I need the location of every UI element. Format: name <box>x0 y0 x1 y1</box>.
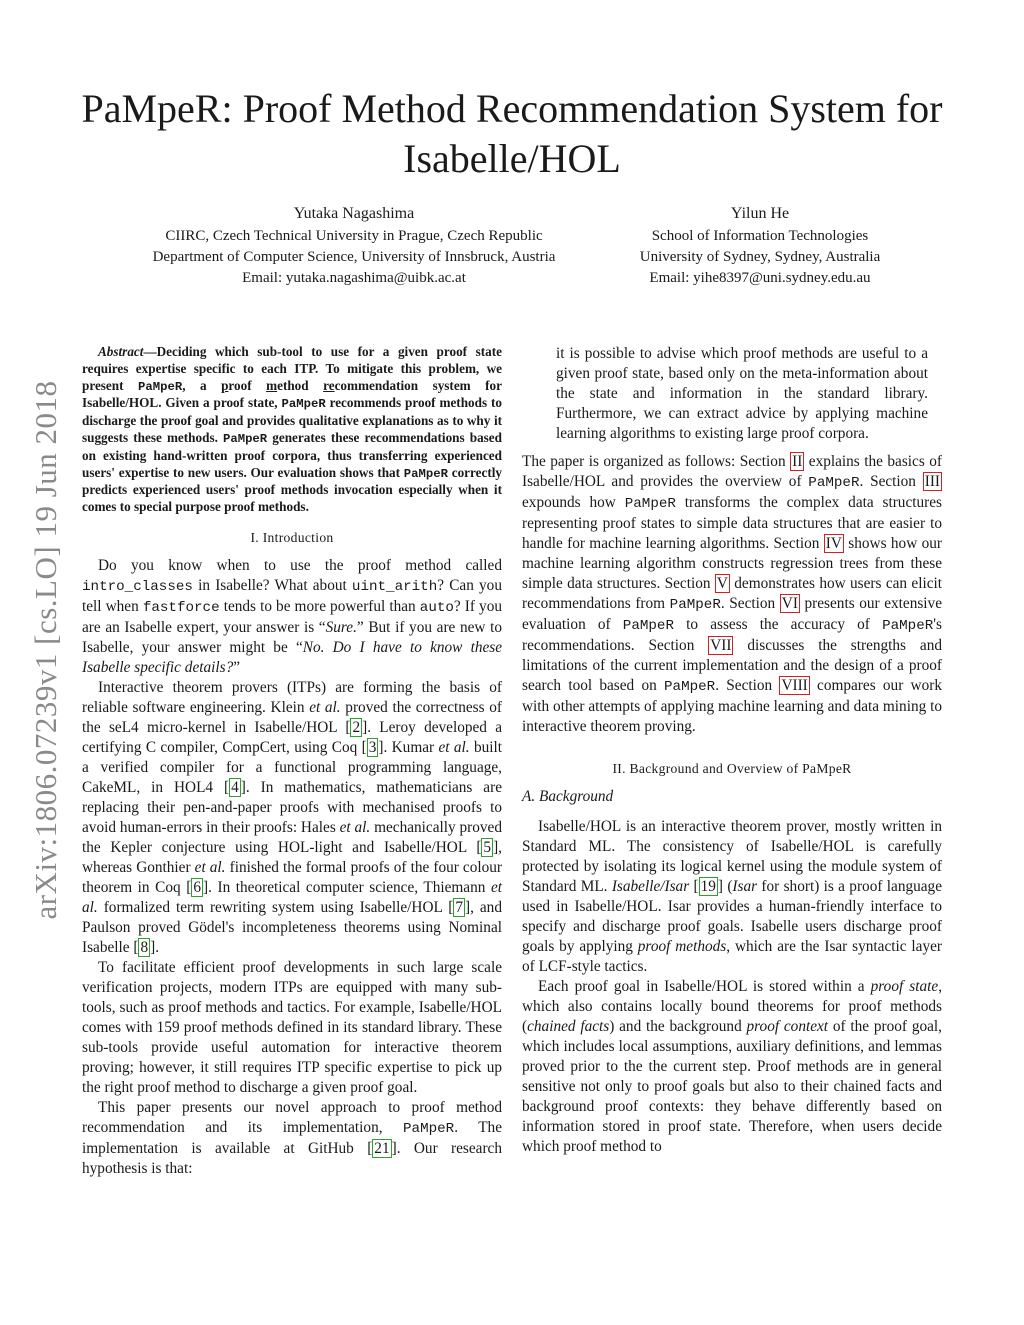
paper-title: PaMpeR: Proof Method Recommendation System for Isabelle/HOL <box>81 86 943 181</box>
author-name: Yilun He <box>730 205 790 222</box>
section-link[interactable]: VIII <box>781 677 808 694</box>
section-link[interactable]: VI <box>781 595 798 612</box>
author-affiliation: University of Sydney, Sydney, Australia <box>639 249 881 265</box>
hypothesis-quote: it is possible to advise which proof methods are useful to a given proof state, based only on the meta-information about the state and information in the standard library. Furthermore, we can extract advice by applying machine learning algorithms to existing large proof corpora. <box>556 345 928 442</box>
author-block-2 <box>600 202 920 289</box>
author-affiliation: School of Information Technologies <box>651 228 869 244</box>
author-email: Email: yutaka.nagashima@uibk.ac.at <box>242 270 466 286</box>
citation-link[interactable]: 8 <box>140 938 149 956</box>
citation-link[interactable]: 5 <box>483 838 492 856</box>
section-link[interactable]: IV <box>825 535 842 552</box>
section-heading-background: II. Background and Overview of PaMpeR <box>612 761 852 776</box>
citation-link[interactable]: 6 <box>193 878 201 896</box>
abstract: Abstract—Deciding which sub-tool to use for a given proof state requires expertise specific to each ITP. To mitigate this problem, we present PaMpeR, a proof method recommendation system for Isabelle/HOL. Given a proof state, PaMpeR recommends proof methods to discharge the proof goal and provides qualitative explanations as to why it suggests these methods. PaMpeR generates these recommendations based on existing hand-written proof corpora, thus transferring experienced users' expertise to new users. Our evaluation shows that PaMpeR correctly predicts experienced users' proof methods invocation especially when it comes to special purpose proof methods. <box>82 344 502 515</box>
citation-link[interactable]: 2 <box>352 718 361 736</box>
section-link[interactable]: III <box>924 473 941 490</box>
author-name: Yutaka Nagashima <box>293 205 415 222</box>
left-column <box>82 344 502 1179</box>
author-email: Email: yihe8397@uni.sydney.edu.au <box>649 270 871 286</box>
paragraph: The paper is organized as follows: Section II explains the basics of Isabelle/HOL and provides the overview of PaMpeR. Section III expounds how PaMpeR transforms the complex data structures representing proof states to simple data structures that are easier to handle for machine learning algorithms. Section IV shows how our machine learning algorithm constructs regression trees from these simple data structures. Section V demonstrates how users can elicit recommendations from PaMpeR. Section VI presents our extensive evaluation of PaMpeR to assess the accuracy of PaMpeR's recommendations. Section VII discusses the strengths and limitations of the current implementation and the design of a proof search tool based on PaMpeR. Section VIII compares our work with other attempts of applying machine learning and data mining to interactive theorem proving. <box>522 453 942 735</box>
citation-link[interactable]: 19 <box>700 878 716 895</box>
section-link[interactable]: V <box>716 575 728 592</box>
paragraph: To facilitate efficient proof developments in such large scale verification projects, modern ITPs are equipped with many sub-tools, such as proof methods and tactics. For example, Isabelle/HOL comes with 159 proof methods defined in its standard library. These sub-tools provide useful automation for interactive theorem proving; however, it still requires ITP specific expertise to pick up the right proof method to discharge a given proof goal. <box>82 958 502 1096</box>
citation-link[interactable]: 7 <box>455 898 463 916</box>
abstract-label: Abstract <box>98 344 144 359</box>
paragraph: This paper presents our novel approach to proof method recommendation and its implementation, PaMpeR. The implementation is available at GitHub [ 21 ]. Our research hypothesis is that: <box>82 1098 502 1177</box>
paragraph: Each proof goal in Isabelle/HOL is stored within a proof state, which also contains locally bound theorems for proof methods (chained facts) and the background proof context of the proof goal, which includes local assumptions, auxiliary definitions, and lemmas proved prior to the the current step. Proof methods are in general sensitive not only to proof goals but also to their chained facts and background proof contexts: they behave differently based on information stored in proof state. Therefore, when users decide which proof method to <box>522 978 943 1155</box>
right-column <box>522 344 942 1157</box>
author-block-1 <box>100 202 608 289</box>
section-heading-introduction: I. Introduction <box>250 529 334 545</box>
citation-link[interactable]: 3 <box>368 738 377 756</box>
subsection-heading: A. Background <box>522 788 614 805</box>
paragraph: Isabelle/HOL is an interactive theorem prover, mostly written in Standard ML. The consistency of Isabelle/HOL is carefully protected by isolating its logical kernel using the module system of Standard ML. Isabelle/Isar [ 19 ] (Isar for short) is a proof language used in Isabelle/HOL. Isar provides a human-friendly interface to specify and discharge proof goals. Isabelle users discharge proof goals by applying proof methods, which are the Isar syntactic layer of LCF-style tactics. <box>522 818 942 975</box>
paragraph: Interactive theorem provers (ITPs) are forming the basis of reliable software engineering. Klein et al. proved the correctness of the seL4 micro-kernel in Isabelle/HOL [ 2 ]. Leroy developed a certifying C compiler, CompCert, using Coq [ 3 ]. Kumar et al. built a verified compiler for a functional programming language, CakeML, in HOL4 [ 4 ]. In mathematics, mathematicians are replacing their pen-and-paper proofs with mechanised proofs to avoid human-errors in their proofs: Hales et al. mechanically proved the Kepler conjecture using HOL-light and Isabelle/HOL [ 5 ], whereas Gonthier et al. finished the formal proofs of the four colour theorem in Coq [ 6 ]. In theoretical computer science, Thiemann et al. formalized term rewriting system using Isabelle/HOL [ 7 ], and Paulson proved Gödel's incompleteness theorems using Nominal Isabelle [ 8 ]. <box>82 678 503 956</box>
section-link[interactable]: II <box>792 453 803 470</box>
citation-link[interactable]: 4 <box>231 778 239 796</box>
citation-link[interactable]: 21 <box>374 1139 390 1157</box>
paragraph: Do you know when to use the proof method called intro_classes in Isabelle? What about uint_arith? Can you tell when fastforce tends to be more powerful than auto? If you are an Isabelle expert, your answer is “Sure.” But if you are new to Isabelle, your answer might be “No. Do I have to know these Isabelle specific details?” <box>82 556 502 676</box>
arxiv-stamp: arXiv:1806.07239v1 [cs.LO] 19 Jun 2018 <box>28 380 63 920</box>
author-affiliation: Department of Computer Science, University of Innsbruck, Austria <box>152 249 556 265</box>
author-affiliation: CIIRC, Czech Technical University in Prague, Czech Republic <box>165 228 543 244</box>
section-link[interactable]: VII <box>710 637 732 654</box>
